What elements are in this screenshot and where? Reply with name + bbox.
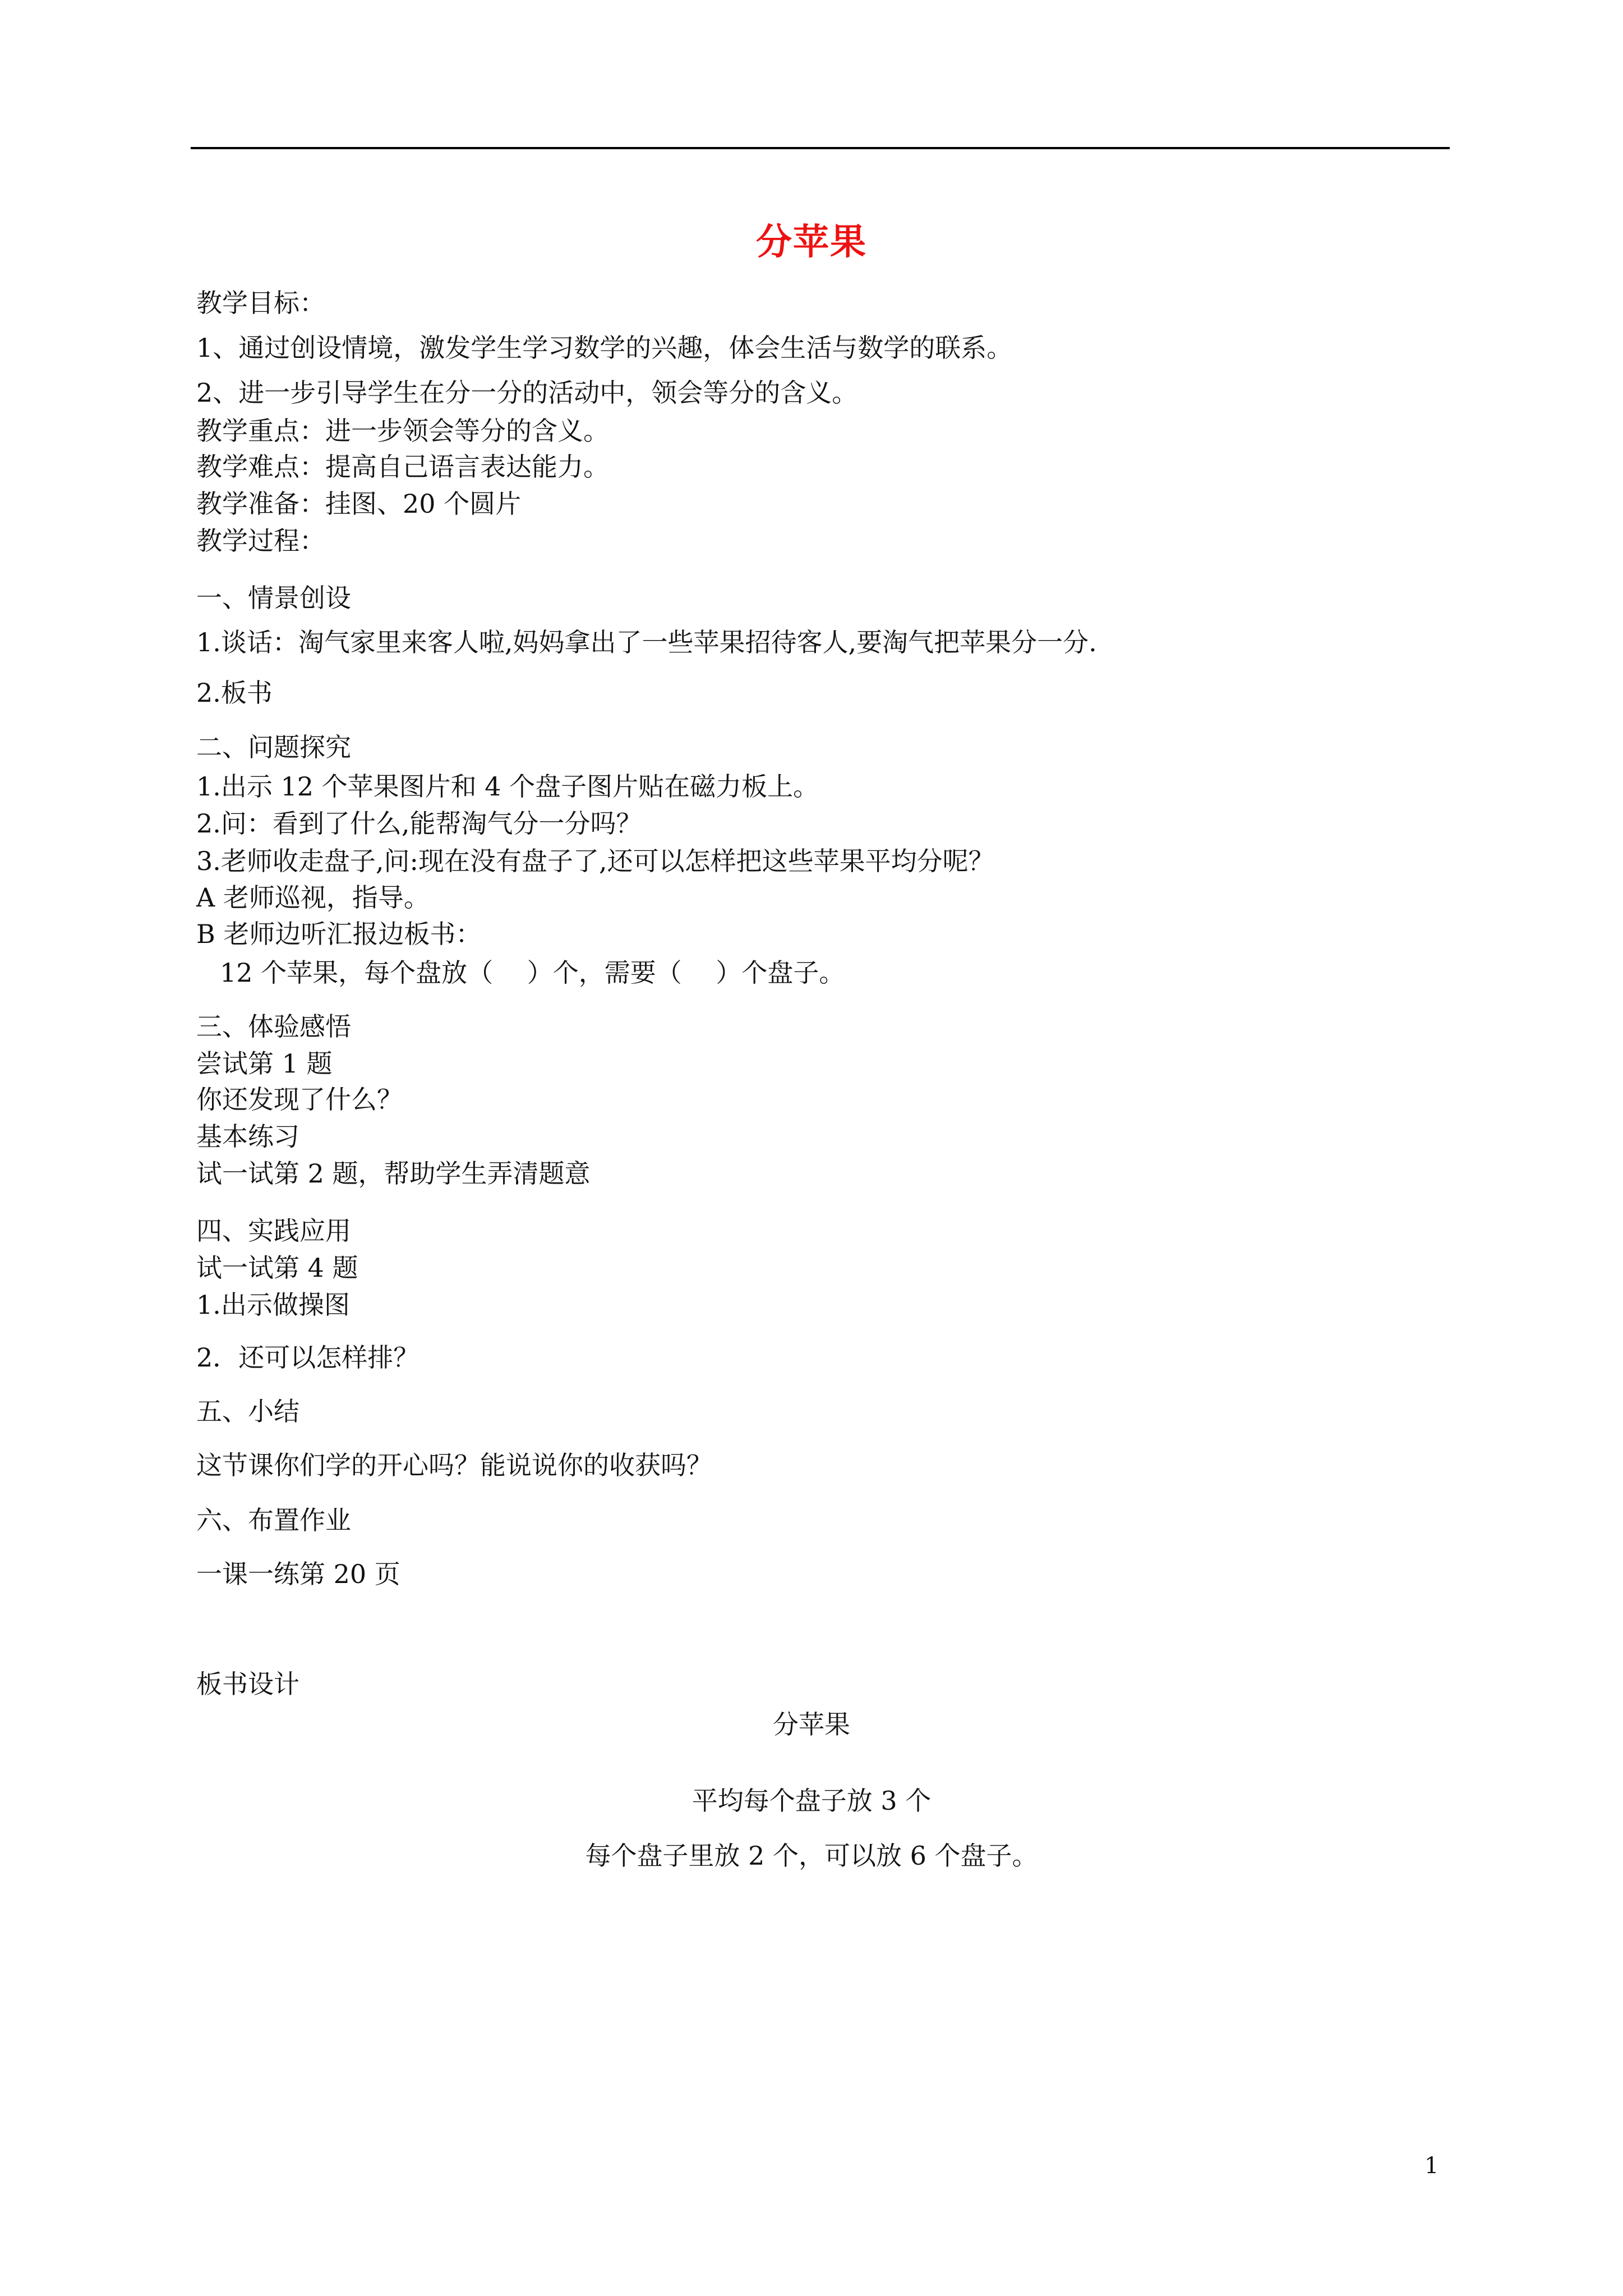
board-design-line-1: 平均每个盘子放 3 个 bbox=[691, 1786, 932, 1816]
section-3-item-3: 基本练习 bbox=[196, 1121, 299, 1152]
objectives-heading: 教学目标： bbox=[196, 288, 325, 318]
section-2-item-a: A 老师巡视，指导。 bbox=[196, 882, 430, 913]
section-2-item-b: B 老师边听汇报边板书： bbox=[196, 919, 482, 949]
section-1-item-1: 1.谈话：淘气家里来客人啦,妈妈拿出了一些苹果招待客人,要淘气把苹果分一分. bbox=[196, 627, 1097, 657]
section-3-item-2: 你还发现了什么？ bbox=[196, 1084, 403, 1115]
section-4-heading: 四、实践应用 bbox=[196, 1216, 351, 1246]
preparation: 教学准备：挂图、20 个圆片 bbox=[196, 489, 522, 519]
section-4-item-1: 试一试第 4 题 bbox=[196, 1253, 358, 1283]
section-2-item-1: 1.出示 12 个苹果图片和 4 个盘子图片贴在磁力板上。 bbox=[196, 771, 819, 802]
section-2-fill-in: 12 个苹果，每个盘放（ ）个，需要（ ）个盘子。 bbox=[220, 958, 845, 988]
section-2-heading: 二、问题探究 bbox=[196, 732, 351, 762]
section-5-item-1: 这节课你们学的开心吗？能说说你的收获吗？ bbox=[196, 1450, 712, 1480]
board-design-line-2: 每个盘子里放 2 个，可以放 6 个盘子。 bbox=[585, 1841, 1038, 1871]
objective-1: 1、通过创设情境，激发学生学习数学的兴趣，体会生活与数学的联系。 bbox=[196, 333, 1013, 363]
document-title: 分苹果 bbox=[756, 221, 867, 263]
difficult-point: 教学难点：提高自己语言表达能力。 bbox=[196, 452, 609, 482]
section-6-heading: 六、布置作业 bbox=[196, 1505, 351, 1535]
section-2-item-2: 2.问：看到了什么,能帮淘气分一分吗？ bbox=[196, 808, 642, 839]
section-1-heading: 一、情景创设 bbox=[196, 583, 351, 613]
process-heading: 教学过程： bbox=[196, 526, 325, 556]
section-2-item-3: 3.老师收走盘子,问:现在没有盘子了,还可以怎样把这些苹果平均分呢？ bbox=[196, 846, 994, 876]
section-4-item-2: 1.出示做操图 bbox=[196, 1290, 350, 1320]
section-6-item-1: 一课一练第 20 页 bbox=[196, 1559, 400, 1589]
section-3-item-4: 试一试第 2 题，帮助学生弄清题意 bbox=[196, 1158, 591, 1189]
section-3-item-1: 尝试第 1 题 bbox=[196, 1048, 333, 1079]
section-5-heading: 五、小结 bbox=[196, 1396, 299, 1427]
section-3-heading: 三、体验感悟 bbox=[196, 1011, 351, 1042]
board-design-title: 分苹果 bbox=[773, 1709, 850, 1740]
key-point: 教学重点：进一步领会等分的含义。 bbox=[196, 416, 609, 446]
section-1-item-2: 2.板书 bbox=[196, 678, 273, 708]
objective-2: 2、进一步引导学生在分一分的活动中，领会等分的含义。 bbox=[196, 378, 858, 408]
header-rule bbox=[191, 147, 1450, 149]
section-4-item-3: 2．还可以怎样排？ bbox=[196, 1342, 419, 1373]
page-number: 1 bbox=[1424, 2153, 1439, 2179]
board-design-heading: 板书设计 bbox=[196, 1669, 299, 1699]
